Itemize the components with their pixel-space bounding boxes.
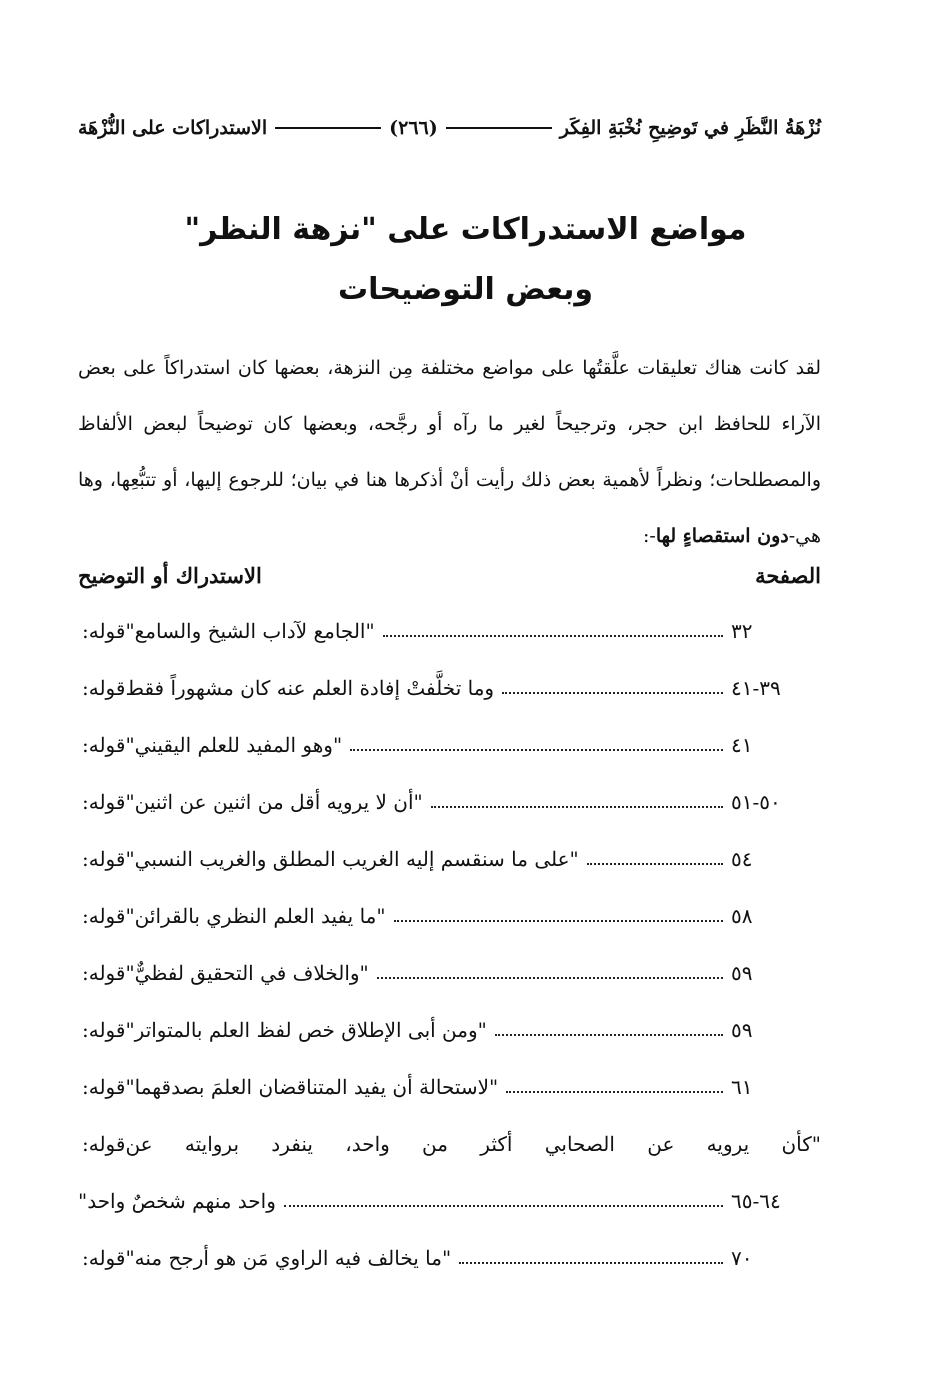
dot-leader bbox=[394, 920, 723, 922]
intro-tail: -: bbox=[642, 525, 656, 547]
entry-page: ٥٩ bbox=[731, 1017, 753, 1042]
intro-paragraph bbox=[78, 340, 821, 564]
index-entry bbox=[78, 659, 821, 716]
dot-leader bbox=[459, 1262, 723, 1264]
header-rule-left bbox=[275, 127, 381, 129]
entry-text: "كأن يرويه عن الصحابي أكثر من واحد، ينفرد بروايته عن bbox=[125, 1131, 821, 1156]
header-book-title: نُزْهَةُ النَّظَرِ في تَوضِيحِ نُخْبَةِ الفِكَر bbox=[559, 117, 821, 139]
header-center bbox=[267, 117, 560, 139]
dot-leader bbox=[431, 806, 723, 808]
entry-label: قوله: bbox=[82, 789, 126, 814]
page-title-line-1: مواضع الاستدراكات على "نزهة النظر" bbox=[184, 212, 747, 247]
index-entry bbox=[78, 1001, 821, 1058]
index-table-header bbox=[78, 555, 821, 595]
entry-page: ٣٢ bbox=[731, 618, 753, 643]
entry-page: ٥٨ bbox=[731, 903, 753, 928]
index-entry bbox=[78, 716, 821, 773]
entry-page: ٧٠ bbox=[731, 1245, 753, 1270]
dot-leader bbox=[377, 977, 723, 979]
entry-page: ٥٩ bbox=[731, 960, 753, 985]
entry-label: قوله: bbox=[82, 732, 126, 757]
index-entry bbox=[78, 773, 821, 830]
entry-text: "وهو المفيد للعلم اليقيني" bbox=[125, 732, 343, 757]
dot-leader bbox=[383, 635, 723, 637]
entry-label: قوله: bbox=[82, 903, 126, 928]
dot-leader bbox=[495, 1034, 723, 1036]
dot-leader bbox=[506, 1091, 723, 1093]
entry-text: "والخلاف في التحقيق لفظيٌّ" bbox=[125, 960, 369, 985]
dot-leader bbox=[587, 863, 723, 865]
index-entries bbox=[78, 602, 821, 1286]
entry-text: "الجامع لآداب الشيخ والسامع" bbox=[125, 618, 375, 643]
entry-page: ٤١ bbox=[731, 732, 753, 757]
index-entry bbox=[78, 830, 821, 887]
index-entry-wrapped-line-1 bbox=[78, 1115, 821, 1172]
entry-label: قوله: bbox=[82, 960, 126, 985]
dot-leader bbox=[502, 692, 723, 694]
index-entry bbox=[78, 887, 821, 944]
column-header-page: الصفحة bbox=[755, 562, 821, 588]
header-rule-right bbox=[446, 127, 552, 129]
index-entry bbox=[78, 1229, 821, 1286]
entry-text: "على ما سنقسم إليه الغريب المطلق والغريب النسبي" bbox=[125, 846, 579, 871]
index-entry bbox=[78, 602, 821, 659]
entry-label: قوله: bbox=[82, 618, 126, 643]
entry-label: قوله: bbox=[82, 1017, 126, 1042]
column-header-topic: الاستدراك أو التوضيح bbox=[78, 562, 262, 588]
running-header bbox=[78, 108, 821, 148]
header-section-title: الاستدراكات على النُّزْهَة bbox=[78, 117, 268, 139]
intro-emphasis: دون استقصاءٍ لها bbox=[655, 525, 789, 547]
entry-text: "أن لا يرويه أقل من اثنين عن اثنين" bbox=[125, 789, 423, 814]
index-entry bbox=[78, 944, 821, 1001]
entry-page: ٦١ bbox=[731, 1074, 753, 1099]
intro-text: لقد كانت هناك تعليقات علَّقتُها على مواضع مختلفة مِن النزهة، بعضها كان استدراكاً على بعض الآراء للحافظ ابن حجر، وترجيحاً لغير ما رآه أو رجَّحه، وبعضها كان توضيحاً لبعض الألفاظ والمصطلحات؛ ونظراً لأهمية بعض ذلك رأيت أنْ أذكرها هنا في بيان؛ للرجوع إليها، أو تتبُّعِها، وها هي- bbox=[78, 357, 821, 547]
entry-label: قوله: bbox=[82, 1074, 126, 1099]
entry-page: ٥٠-٥١ bbox=[731, 789, 781, 814]
entry-text: "لاستحالة أن يفيد المتناقضان العلمَ بصدقهما" bbox=[125, 1074, 499, 1099]
page-title-line-2: وبعض التوضيحات bbox=[337, 272, 594, 307]
dot-leader bbox=[350, 749, 723, 751]
entry-label: قوله: bbox=[82, 846, 126, 871]
entry-label: قوله: bbox=[82, 1131, 126, 1156]
entry-text: وما تخلَّفتْ إفادة العلم عنه كان مشهوراً فقط bbox=[125, 675, 495, 700]
entry-page: ٣٩-٤١ bbox=[731, 675, 781, 700]
entry-page: ٥٤ bbox=[731, 846, 753, 871]
entry-text: "ما يفيد العلم النظري بالقرائن" bbox=[125, 903, 386, 928]
entry-text-continued: واحد منهم شخصٌ واحد" bbox=[78, 1188, 276, 1213]
index-entry bbox=[78, 1058, 821, 1115]
index-entry-wrapped-line-2 bbox=[78, 1172, 821, 1229]
page-number: (٢٦٦) bbox=[389, 117, 438, 139]
entry-label: قوله: bbox=[82, 675, 126, 700]
entry-page: ٦٤-٦٥ bbox=[731, 1188, 781, 1213]
entry-text: "ومن أبى الإطلاق خص لفظ العلم بالمتواتر" bbox=[125, 1017, 487, 1042]
entry-text: "ما يخالف فيه الراوي مَن هو أرجح منه" bbox=[125, 1245, 452, 1270]
dot-leader bbox=[284, 1205, 723, 1207]
entry-label: قوله: bbox=[82, 1245, 126, 1270]
